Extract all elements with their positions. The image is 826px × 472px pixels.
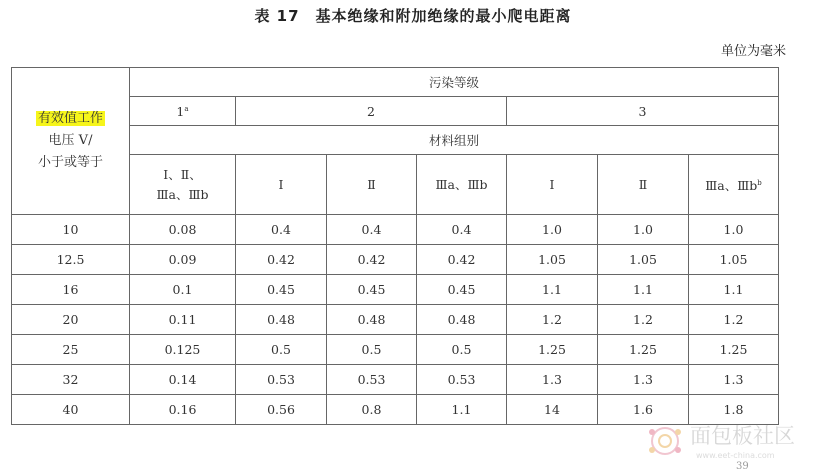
table-cell: 0.48 <box>327 305 417 335</box>
table-cell: 0.45 <box>236 275 327 305</box>
voltage-header-line2: 电压 V/ <box>48 133 93 148</box>
unit-label: 单位为毫米 <box>720 44 786 59</box>
table-cell: 1.1 <box>507 275 598 305</box>
creepage-table <box>11 67 779 425</box>
table-cell: 0.08 <box>130 215 236 245</box>
table-cell: 14 <box>507 395 598 425</box>
table-cell: 0.56 <box>236 395 327 425</box>
table-title: 表 17 基本绝缘和附加绝缘的最小爬电距离 <box>254 7 572 25</box>
table-cell: 0.53 <box>236 365 327 395</box>
material-col-5: Ⅰ <box>507 155 598 215</box>
voltage-header <box>12 68 130 215</box>
table-cell: 0.53 <box>327 365 417 395</box>
table-cell: 1.0 <box>507 215 598 245</box>
footnote-a-marker: a <box>184 104 189 113</box>
material-col-7-label: Ⅲa、Ⅲb <box>705 178 758 193</box>
material-col-4: Ⅲa、Ⅲb <box>417 155 507 215</box>
material-col-1-line1: Ⅰ、Ⅱ、 <box>163 166 202 182</box>
material-col-7 <box>689 155 779 215</box>
table-cell: 1.6 <box>598 395 689 425</box>
table-cell: 1.1 <box>689 275 779 305</box>
table-cell: 1.3 <box>689 365 779 395</box>
table-cell: 0.45 <box>417 275 507 305</box>
material-col-6: Ⅱ <box>598 155 689 215</box>
watermark-url: www.eet-china.com <box>696 451 775 460</box>
table-cell: 0.42 <box>236 245 327 275</box>
table-row <box>12 215 779 245</box>
table-cell: 20 <box>12 305 130 335</box>
table-row <box>12 305 779 335</box>
footnote-b-marker: b <box>757 179 762 187</box>
table-cell: 16 <box>12 275 130 305</box>
site-watermark <box>640 418 826 469</box>
table-cell: 0.53 <box>417 365 507 395</box>
watermark-text: 面包板社区 <box>690 424 795 448</box>
table-cell: 0.14 <box>130 365 236 395</box>
table-cell: 1.2 <box>598 305 689 335</box>
table-cell: 0.5 <box>417 335 507 365</box>
table-cell: 0.4 <box>236 215 327 245</box>
table-row <box>12 245 779 275</box>
table-cell: 1.3 <box>598 365 689 395</box>
table-row <box>12 335 779 365</box>
table-cell: 0.16 <box>130 395 236 425</box>
table-cell: 0.42 <box>327 245 417 275</box>
table-cell: 1.8 <box>689 395 779 425</box>
table-cell: 0.45 <box>327 275 417 305</box>
pollution-level-1 <box>130 97 236 126</box>
table-cell: 0.4 <box>327 215 417 245</box>
pollution-level-2: 2 <box>236 97 507 126</box>
table-cell: 0.4 <box>417 215 507 245</box>
table-cell: 1.2 <box>689 305 779 335</box>
table-cell: 32 <box>12 365 130 395</box>
table-cell: 0.09 <box>130 245 236 275</box>
table-cell: 0.8 <box>327 395 417 425</box>
voltage-header-line3: 小于或等于 <box>37 155 103 170</box>
table-cell: 1.05 <box>598 245 689 275</box>
table-row <box>12 365 779 395</box>
table-cell: 0.48 <box>417 305 507 335</box>
material-group-header: 材料组别 <box>130 126 779 155</box>
table-cell: 40 <box>12 395 130 425</box>
table-cell: 1.3 <box>507 365 598 395</box>
table-cell: 12.5 <box>12 245 130 275</box>
table-cell: 1.25 <box>598 335 689 365</box>
table-cell: 10 <box>12 215 130 245</box>
table-cell: 1.25 <box>689 335 779 365</box>
table-cell: 0.5 <box>327 335 417 365</box>
table-cell: 1.0 <box>689 215 779 245</box>
material-col-2: Ⅰ <box>236 155 327 215</box>
page-number: 39 <box>736 461 749 472</box>
table-cell: 0.11 <box>130 305 236 335</box>
watermark-logo-icon <box>644 420 686 462</box>
table-cell: 0.125 <box>130 335 236 365</box>
table-cell: 1.05 <box>689 245 779 275</box>
material-col-3: Ⅱ <box>327 155 417 215</box>
table-cell: 1.1 <box>417 395 507 425</box>
table-cell: 1.2 <box>507 305 598 335</box>
table-cell: 0.1 <box>130 275 236 305</box>
table-cell: 0.48 <box>236 305 327 335</box>
pollution-degree-header: 污染等级 <box>130 68 779 97</box>
table-cell: 0.5 <box>236 335 327 365</box>
voltage-header-line1: 有效值工作 <box>37 111 103 126</box>
pollution-level-3: 3 <box>507 97 779 126</box>
table-cell: 1.05 <box>507 245 598 275</box>
table-cell: 25 <box>12 335 130 365</box>
material-col-1-line2: Ⅲa、Ⅲb <box>156 186 209 202</box>
material-col-1 <box>130 155 236 215</box>
table-row <box>12 275 779 305</box>
table-cell: 1.25 <box>507 335 598 365</box>
pollution-level-1-label: 1 <box>176 103 185 119</box>
table-cell: 1.0 <box>598 215 689 245</box>
table-cell: 0.42 <box>417 245 507 275</box>
table-cell: 1.1 <box>598 275 689 305</box>
